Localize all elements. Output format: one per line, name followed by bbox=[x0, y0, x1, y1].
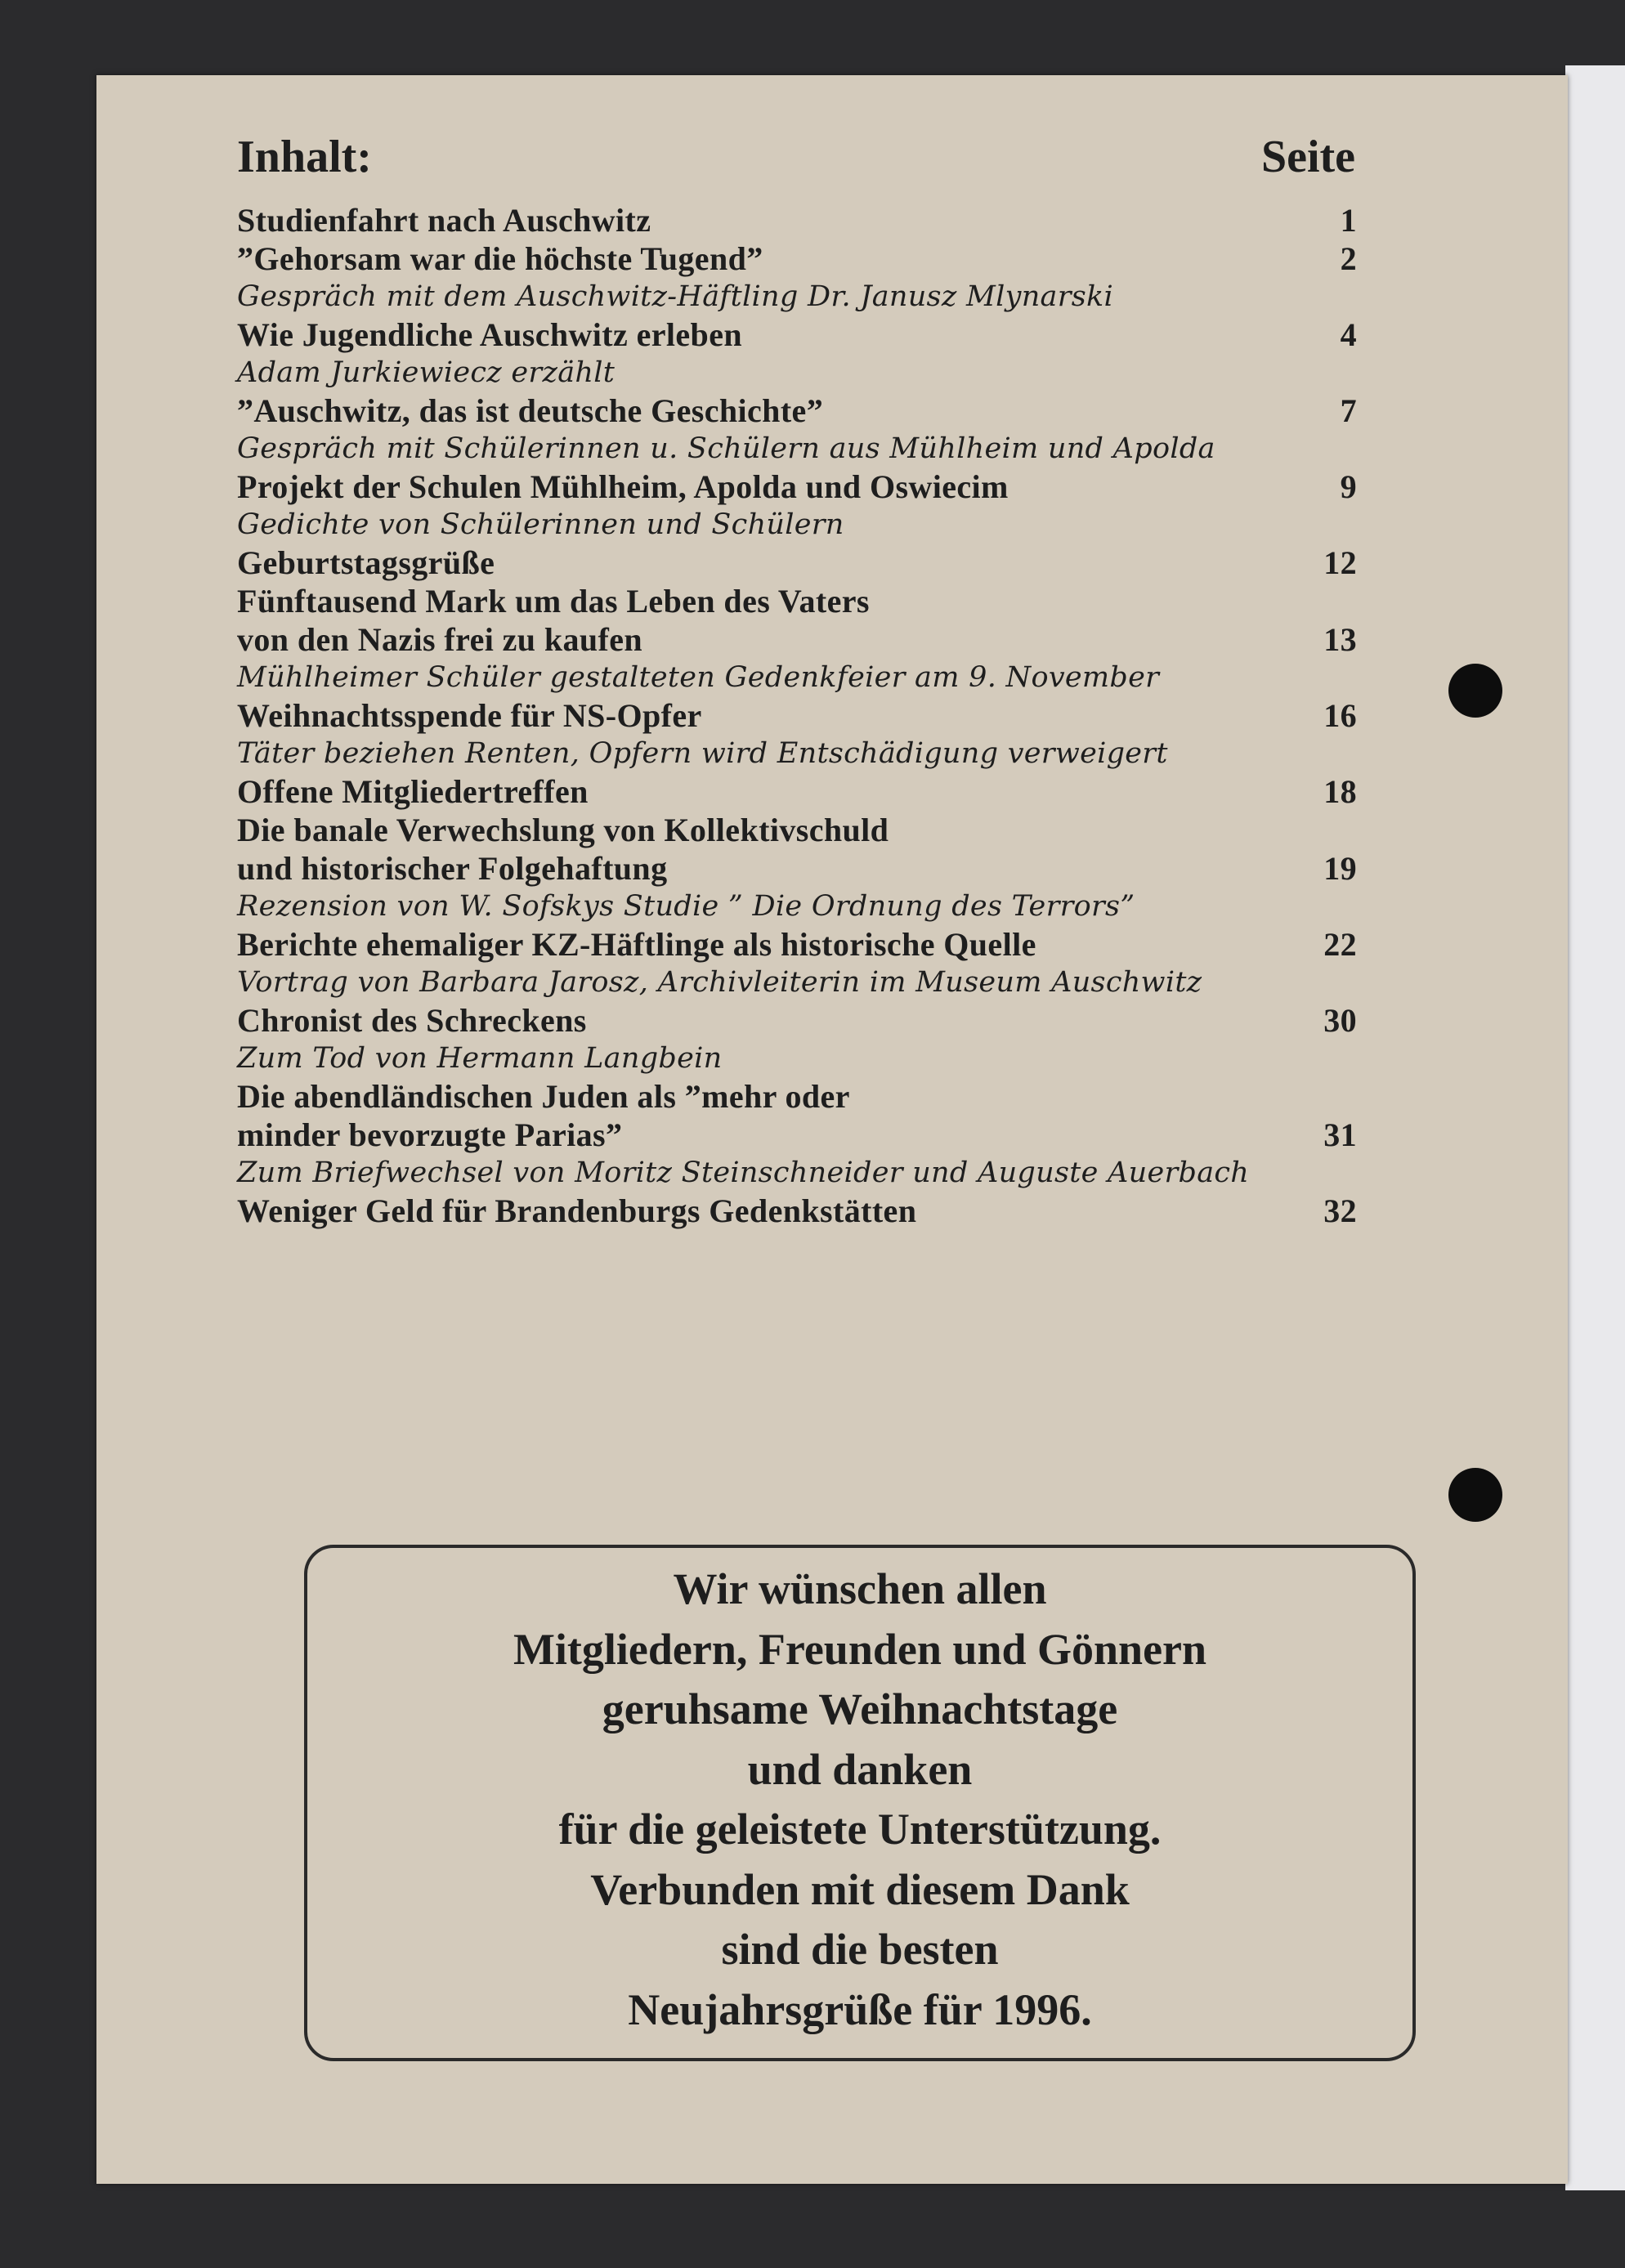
toc-entry bbox=[237, 201, 1357, 239]
toc-entry-title: Fünftausend Mark um das Leben des Vaters bbox=[237, 583, 870, 620]
toc-entry-page-number: 13 bbox=[1323, 621, 1357, 658]
toc-entry-page-number: 31 bbox=[1323, 1116, 1357, 1153]
toc-entry-page-number: 19 bbox=[1323, 850, 1357, 887]
toc-header bbox=[237, 131, 1357, 183]
toc-entry-title: Die abendländischen Juden als ”mehr oder bbox=[237, 1078, 850, 1115]
toc-entry-page-number: 18 bbox=[1323, 773, 1357, 810]
toc-entry bbox=[237, 925, 1357, 1001]
toc-entry-title-line bbox=[237, 315, 1357, 354]
greeting-line: Neujahrsgrüße für 1996. bbox=[628, 1984, 1092, 2034]
toc-entry-title-line bbox=[237, 772, 1357, 811]
toc-entry-title-line bbox=[237, 467, 1357, 506]
toc-entry-title: Studienfahrt nach Auschwitz bbox=[237, 202, 651, 239]
toc-entry bbox=[237, 315, 1357, 391]
table-of-contents bbox=[237, 131, 1357, 1230]
toc-entry-title: Weihnachtsspende für NS-Opfer bbox=[237, 697, 702, 734]
punch-hole bbox=[1448, 664, 1502, 718]
toc-entry-title: Chronist des Schreckens bbox=[237, 1002, 587, 1039]
toc-entry-title-line bbox=[237, 811, 1357, 849]
toc-entry-title: Wie Jugendliche Auschwitz erleben bbox=[237, 316, 743, 353]
toc-entry-page-number: 12 bbox=[1323, 544, 1357, 581]
toc-entry-subtitle: Gespräch mit Schülerinnen u. Schülern aus Mühlheim und Apolda bbox=[237, 432, 1215, 465]
toc-entry-title-line bbox=[237, 201, 1357, 239]
toc-entry bbox=[237, 544, 1357, 582]
toc-entry-title-line bbox=[237, 696, 1357, 735]
toc-entry-page-number: 2 bbox=[1340, 240, 1357, 277]
toc-entry-subtitle: Adam Jurkiewiecz erzählt bbox=[237, 356, 616, 389]
greeting-line: und danken bbox=[747, 1744, 973, 1794]
toc-entry-title: Offene Mitgliedertreffen bbox=[237, 773, 589, 810]
toc-entry-page-number: 4 bbox=[1340, 316, 1357, 353]
toc-entry-title: von den Nazis frei zu kaufen bbox=[237, 621, 643, 658]
toc-entry-page-number: 30 bbox=[1323, 1002, 1357, 1039]
toc-entry-page-number: 1 bbox=[1340, 202, 1357, 239]
toc-entry-page-number: 32 bbox=[1323, 1192, 1357, 1229]
toc-entry bbox=[237, 772, 1357, 811]
toc-entry-subtitle: Rezension von W. Sofskys Studie ” Die Ordnung des Terrors” bbox=[237, 890, 1135, 923]
toc-entry-title: Projekt der Schulen Mühlheim, Apolda und Oswiecim bbox=[237, 468, 1009, 505]
toc-entry-subtitle: Täter beziehen Renten, Opfern wird Entschädigung verweigert bbox=[237, 737, 1168, 770]
toc-entry-title: ”Gehorsam war die höchste Tugend” bbox=[237, 240, 763, 277]
toc-entry bbox=[237, 467, 1357, 544]
toc-entry-title: Berichte ehemaliger KZ-Häftlinge als historische Quelle bbox=[237, 926, 1036, 963]
greeting-line: Wir wünschen allen bbox=[673, 1564, 1047, 1613]
toc-entry-title-line bbox=[237, 849, 1357, 888]
greeting-box bbox=[304, 1545, 1416, 2061]
greeting-line: für die geleistete Unterstützung. bbox=[558, 1805, 1162, 1854]
toc-entry-title: Weniger Geld für Brandenburgs Gedenkstätten bbox=[237, 1192, 917, 1229]
toc-entry-title: Geburtstagsgrüße bbox=[237, 544, 495, 581]
punch-hole bbox=[1448, 1468, 1502, 1522]
greeting-line: sind die besten bbox=[721, 1925, 999, 1974]
toc-entry-subtitle: Zum Tod von Hermann Langbein bbox=[237, 1042, 723, 1075]
toc-entry-subtitle: Mühlheimer Schüler gestalteten Gedenkfeier am 9. November bbox=[237, 661, 1160, 694]
greeting-line: Verbunden mit diesem Dank bbox=[590, 1864, 1130, 1914]
toc-entry-title: Die banale Verwechslung von Kollektivschuld bbox=[237, 812, 889, 848]
toc-entries bbox=[237, 201, 1357, 1230]
page-column-label: Seite bbox=[1260, 132, 1355, 182]
toc-entry bbox=[237, 1001, 1357, 1077]
toc-entry bbox=[237, 1077, 1357, 1192]
toc-entry-title-line bbox=[237, 239, 1357, 278]
toc-entry bbox=[237, 696, 1357, 772]
toc-entry-page-number: 16 bbox=[1323, 697, 1357, 734]
toc-entry-title-line bbox=[237, 1192, 1357, 1230]
toc-entry-page-number: 22 bbox=[1323, 926, 1357, 963]
toc-entry-page-number: 9 bbox=[1340, 468, 1357, 505]
toc-entry-title: ”Auschwitz, das ist deutsche Geschichte” bbox=[237, 392, 824, 429]
greeting-line: geruhsame Weihnachtstage bbox=[602, 1684, 1118, 1733]
toc-entry bbox=[237, 391, 1357, 467]
toc-entry-title-line bbox=[237, 391, 1357, 430]
toc-entry-title-line bbox=[237, 620, 1357, 659]
toc-entry-subtitle: Zum Briefwechsel von Moritz Steinschneider und Auguste Auerbach bbox=[237, 1156, 1250, 1189]
toc-entry-subtitle: Gedichte von Schülerinnen und Schülern bbox=[237, 508, 844, 541]
toc-entry-subtitle: Gespräch mit dem Auschwitz-Häftling Dr. Janusz Mlynarski bbox=[237, 280, 1113, 313]
toc-entry-title: und historischer Folgehaftung bbox=[237, 850, 668, 887]
toc-entry bbox=[237, 1192, 1357, 1230]
toc-heading: Inhalt: bbox=[237, 132, 372, 182]
toc-entry bbox=[237, 811, 1357, 925]
toc-entry-title-line bbox=[237, 1116, 1357, 1154]
toc-entry-title: minder bevorzugte Parias” bbox=[237, 1116, 623, 1153]
toc-entry-title-line bbox=[237, 1001, 1357, 1040]
greeting-line: Mitgliedern, Freunden und Gönnern bbox=[513, 1624, 1207, 1674]
toc-entry-subtitle: Vortrag von Barbara Jarosz, Archivleiterin im Museum Auschwitz bbox=[237, 966, 1202, 999]
toc-entry bbox=[237, 582, 1357, 696]
toc-entry-title-line bbox=[237, 544, 1357, 582]
toc-entry-title-line bbox=[237, 582, 1357, 620]
toc-entry-page-number: 7 bbox=[1340, 392, 1357, 429]
adjacent-page-edge bbox=[1565, 65, 1625, 2190]
toc-entry bbox=[237, 239, 1357, 315]
toc-entry-title-line bbox=[237, 925, 1357, 964]
toc-entry-title-line bbox=[237, 1077, 1357, 1116]
